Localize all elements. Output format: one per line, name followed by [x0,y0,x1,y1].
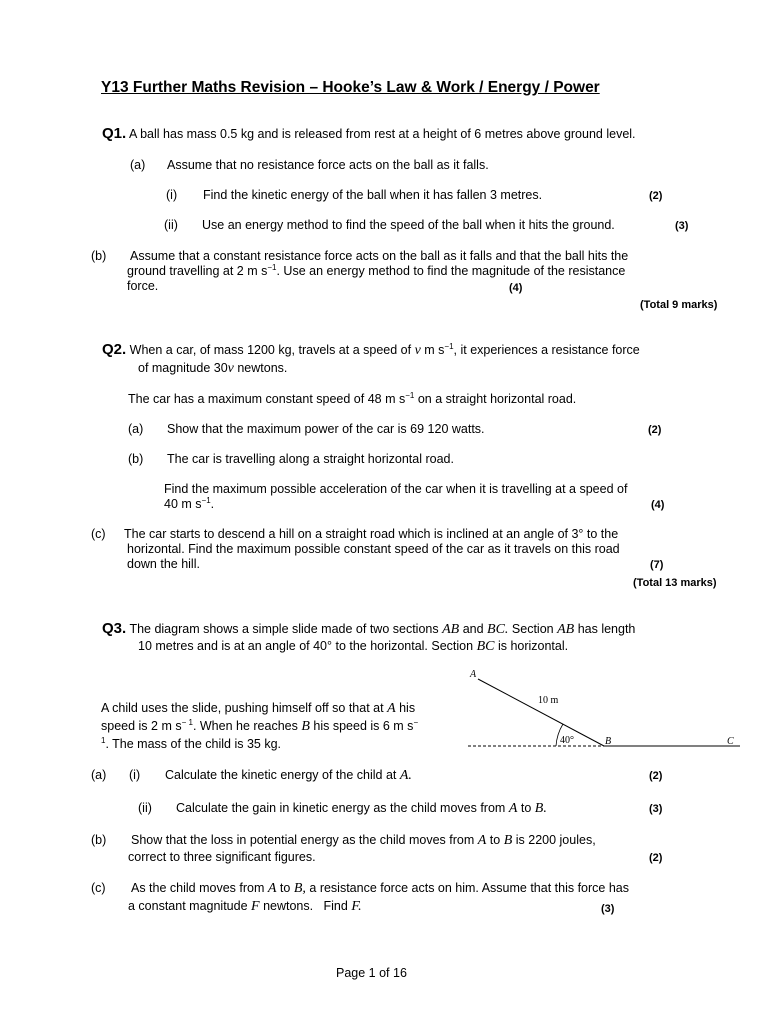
label-a: A [470,669,477,680]
slide-ab [478,679,604,746]
q2-max-speed-line: The car has a maximum constant speed of 48 m $s^{-1}$ on a straight horizontal road. [128,390,577,406]
q1a-label: (a) [130,158,146,172]
q2b-line3: 40 m $s^{-1}$. [164,495,215,511]
q1a-text: Assume that no resistance force acts on the ball as it falls. [167,158,489,172]
q1b-line2: ground travelling at 2 m $s^{-1}$. Use an energy method to find the magnitude of the resistance [127,262,626,278]
q1aii-text: Use an energy method to find the speed of the ball when it hits the ground. [202,218,615,232]
q1ai-marks: (2) [649,190,663,202]
page-title: Y13 Further Maths Revision – Hooke’s Law & Work / Energy / Power [101,79,600,96]
q3aii-marks: (3) [649,803,663,815]
q1ai-text: Find the kinetic energy of the ball when it has fallen 3 metres. [203,188,543,202]
q3ai-label: (i) [129,768,141,782]
q2c-line3: down the hill. [127,557,200,571]
q3c-label: (c) [91,881,106,895]
q1b-line1: Assume that a constant resistance force acts on the ball as it falls and that the ball hits the [130,249,629,263]
q3b-line2: correct to three significant figures. [128,850,316,864]
q3-child-line2: speed is 2 m $s^{- 1}$. When he reaches B his speed is 6 m s− [101,717,419,734]
q2-total: (Total 13 marks) [633,577,717,589]
q3b-line1: Show that the loss in potential energy as the child moves from A to B is 2200 joules, [131,833,596,848]
q1-total: (Total 9 marks) [640,299,718,311]
q3c-marks: (3) [601,903,615,915]
label-length: 10 m [538,695,559,706]
q2-number: Q2. [102,341,127,358]
q1aii-label: (ii) [164,218,178,232]
q2-intro: Q2. When a car, of mass 1200 kg, travels at a speed of v m $s^{-1}$, it experiences a resistance force [102,341,640,358]
label-b: B [605,736,612,747]
q1ai-label: (i) [166,188,178,202]
q2b-text: The car is travelling along a straight horizontal road. [167,452,454,466]
slide-diagram [464,666,740,752]
label-c: C [727,736,734,747]
q3-intro-line2: 10 metres and is at an angle of 40° to the horizontal. Section BC is horizontal. [138,639,569,654]
q3ai-marks: (2) [649,770,663,782]
q3-child-line1: A child uses the slide, pushing himself off so that at A his [101,701,416,716]
q2a-marks: (2) [648,424,662,436]
q1-intro: A ball has mass 0.5 kg and is released from rest at a height of 6 metres above ground level. [128,127,636,141]
label-angle: 40° [560,735,574,746]
q1aii-marks: (3) [675,220,689,232]
q3aii-text: Calculate the gain in kinetic energy as the child moves from A to B. [176,801,547,816]
q2a-text: Show that the maximum power of the car is 69 120 watts. [167,422,485,436]
q1b-marks: (4) [509,282,523,294]
q2c-line1: The car starts to descend a hill on a straight road which is inclined at an angle of 3° to the [124,527,619,541]
q2-intro-line2: of magnitude 30v newtons. [138,361,288,376]
q2b-label: (b) [128,452,144,466]
q2b-marks: (4) [651,499,665,511]
q1b-label: (b) [91,249,107,263]
q3-number: Q3. [102,620,127,637]
q3b-label: (b) [91,833,107,847]
q2c-line2: horizontal. Find the maximum possible constant speed of the car as it travels on this road [127,542,620,556]
q3c-line2: a constant magnitude F newtons. Find F. [128,899,362,914]
q1-number: Q1. [102,125,127,142]
q3a-label: (a) [91,768,107,782]
q3aii-label: (ii) [138,801,152,815]
q3-child-line3: $^1$. The mass of the child is 35 kg. [101,735,282,751]
page-footer: Page 1 of 16 [336,966,407,980]
q2c-marks: (7) [650,559,664,571]
q2b-line2: Find the maximum possible acceleration of the car when it is travelling at a speed of [164,482,628,496]
q3ai-text: Calculate the kinetic energy of the child at A. [165,768,412,783]
q3-intro: Q3. The diagram shows a simple slide made of two sections AB and BC. Section AB has length [102,620,636,637]
q2c-label: (c) [91,527,106,541]
q1b-line3: force. [127,279,159,293]
q2a-label: (a) [128,422,144,436]
q3c-line1: As the child moves from A to B, a resistance force acts on him. Assume that this force has [131,881,629,896]
q3b-marks: (2) [649,852,663,864]
